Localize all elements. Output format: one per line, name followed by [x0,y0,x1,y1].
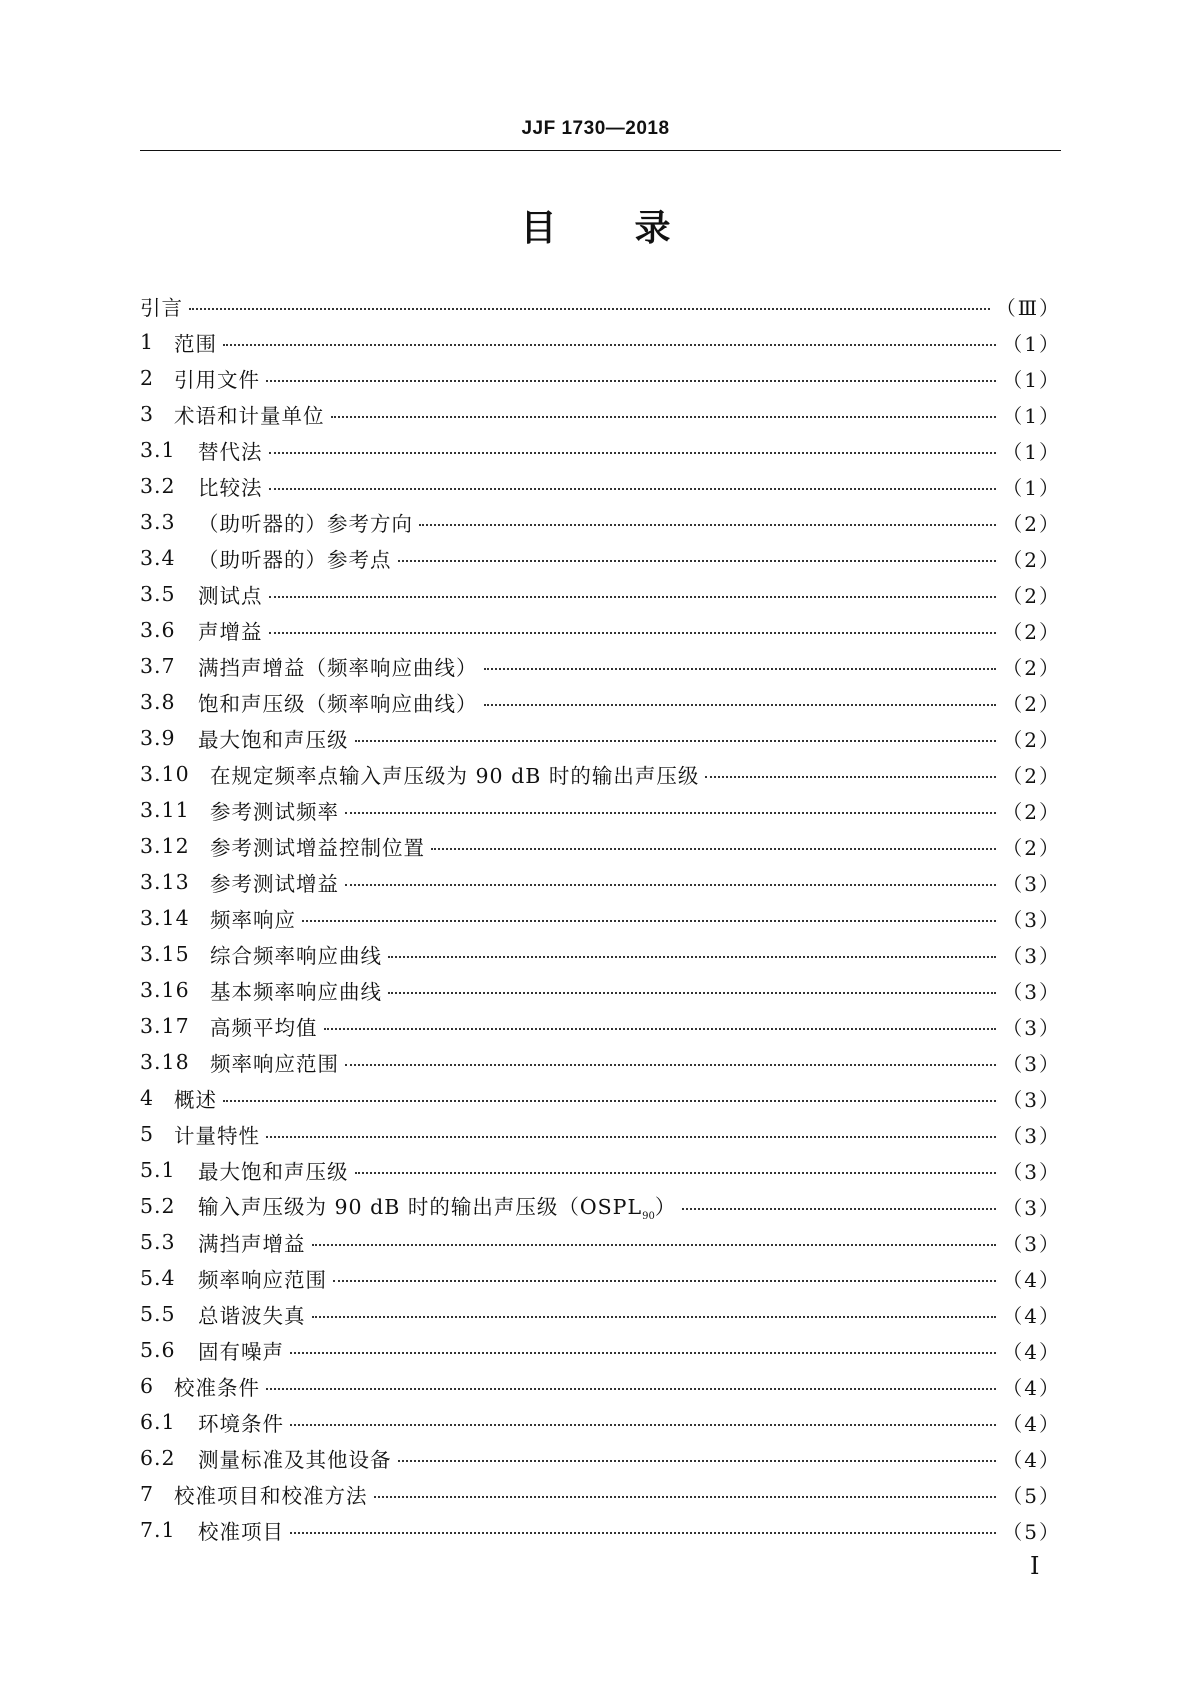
dot-leader [419,524,996,526]
toc-entry[interactable] [140,828,1061,864]
toc-entry-title-text: 最大饱和声压级 [198,1160,349,1184]
toc-entry-number: 3.13 [140,870,190,894]
toc-entry-number: 5.4 [140,1266,176,1290]
toc-entry-number: 3.15 [140,942,190,966]
toc-entry-number: 7 [140,1482,155,1506]
toc-entry-title [210,939,382,969]
toc-entry-number: 3.4 [140,546,176,570]
dot-leader [388,992,996,994]
toc-entry-number: 3.9 [140,726,176,750]
toc-entry[interactable] [140,1440,1061,1476]
toc-entry-page: （3） [1002,1195,1061,1220]
toc-entry-title [198,1227,306,1257]
toc-entry-title [174,327,217,357]
toc-entry[interactable] [140,1116,1061,1152]
document-header: JJF 1730—2018 [521,118,670,139]
dot-leader [266,1388,996,1390]
toc-entry-title-text: 总谐波失真 [198,1304,306,1328]
page-title: 目录 [520,208,749,249]
toc-entry-page: （Ⅲ） [995,295,1061,320]
toc-entry-page: （3） [1002,1231,1061,1256]
toc-entry-number: 5.5 [140,1302,176,1326]
dot-leader [312,1244,997,1246]
toc-entry-title-text: 参考测试增益 [210,872,339,896]
toc-entry-title [198,1515,284,1545]
toc-entry-title [198,1335,284,1365]
toc-entry[interactable] [140,468,1061,504]
dot-leader [355,1172,997,1174]
dot-leader [269,632,997,634]
toc-entry-title-text: 频率响应范围 [198,1268,327,1292]
dot-leader [290,1424,996,1426]
dot-leader [223,1100,996,1102]
toc-entry-page: （4） [1002,1411,1061,1436]
toc-entry-page: （5） [1002,1519,1061,1544]
toc-entry-page: （4） [1002,1267,1061,1292]
toc-entry-title-text: 高频平均值 [210,1016,318,1040]
toc-entry-number: 5 [140,1122,155,1146]
toc-entry[interactable] [140,1368,1061,1404]
toc-entry-title [174,1083,217,1113]
toc-entry-number: 7.1 [140,1518,176,1542]
toc-entry-page: （1） [1002,331,1061,356]
toc-entry-number: 6.1 [140,1410,176,1434]
dot-leader [345,812,996,814]
toc-entry-title-text: 频率响应 [210,908,296,932]
toc-entry-page: （3） [1002,1123,1061,1148]
toc-entry-page: （2） [1002,727,1061,752]
toc-entry-page: （3） [1002,1051,1061,1076]
toc-entry-number: 3.18 [140,1050,190,1074]
toc-entry[interactable] [140,684,1061,720]
toc-entry-number: 3.3 [140,510,176,534]
toc-entry[interactable] [140,324,1061,360]
toc-entry-number: 3.6 [140,618,176,642]
toc-entry-page: （5） [1002,1483,1061,1508]
toc-entry-title [210,831,425,861]
toc-entry[interactable] [140,396,1061,432]
dot-leader [324,1028,997,1030]
toc-entry-title-text: 在规定频率点输入声压级为 90 dB 时的输出声压级 [210,764,700,788]
toc-entry-number: 5.3 [140,1230,176,1254]
dot-leader [302,920,996,922]
toc-entry-page: （3） [1002,1087,1061,1112]
toc-entry-page: （2） [1002,583,1061,608]
toc-entry-number: 1 [140,330,155,354]
toc-entry[interactable] [140,1476,1061,1512]
toc-entry-title-text: 替代法 [198,440,263,464]
dot-leader [269,452,997,454]
toc-entry-number: 3.8 [140,690,176,714]
toc-entry-title-text: 引言 [140,296,183,320]
toc-entry-title-text: 测量标准及其他设备 [198,1448,392,1472]
toc-entry-title-text: 校准项目和校准方法 [174,1484,368,1508]
toc-entry-title [198,471,263,501]
toc-entry-title [210,1011,318,1041]
toc-entry[interactable] [140,1404,1061,1440]
toc-entry-title [210,975,382,1005]
table-of-contents [140,288,1061,1548]
toc-entry-title-text: 参考测试频率 [210,800,339,824]
toc-entry-page: （3） [1002,979,1061,1004]
toc-entry-number: 3.10 [140,762,190,786]
toc-entry-title [198,1299,306,1329]
toc-entry-title [198,1443,392,1473]
toc-entry-page: （1） [1002,475,1061,500]
toc-entry[interactable] [140,1152,1061,1188]
header-rule [140,150,1061,151]
toc-entry[interactable] [140,1296,1061,1332]
toc-entry[interactable] [140,432,1061,468]
toc-entry[interactable] [140,612,1061,648]
toc-entry[interactable] [140,1224,1061,1260]
toc-entry[interactable] [140,540,1061,576]
toc-entry[interactable] [140,360,1061,396]
toc-entry-title [174,1119,260,1149]
toc-entry-number: 5.1 [140,1158,176,1182]
toc-entry-title-text: 环境条件 [198,1412,284,1436]
toc-entry-page: （4） [1002,1375,1061,1400]
toc-entry[interactable] [140,576,1061,612]
toc-entry-title [210,867,339,897]
dot-leader [484,704,997,706]
page-number: Ⅰ [1030,1552,1040,1580]
toc-entry-title [174,363,260,393]
toc-entry[interactable] [140,1008,1061,1044]
toc-entry-title [210,903,296,933]
dot-leader [290,1352,996,1354]
toc-entry-title-suffix: ） [654,1194,677,1219]
dot-leader [269,488,997,490]
toc-entry-number: 5.6 [140,1338,176,1362]
dot-leader [388,956,996,958]
toc-entry-page: （1） [1002,439,1061,464]
toc-entry-title-text: 概述 [174,1088,217,1112]
toc-entry-title [198,687,478,717]
toc-entry-title [174,399,325,429]
toc-entry-page: （2） [1002,763,1061,788]
dot-leader [223,344,996,346]
toc-entry-number: 6 [140,1374,155,1398]
toc-entry-number: 3.7 [140,654,176,678]
toc-entry[interactable] [140,1332,1061,1368]
dot-leader [355,740,997,742]
toc-entry-title [198,435,263,465]
toc-entry-number: 3.2 [140,474,176,498]
toc-entry-number: 3.16 [140,978,190,1002]
toc-entry-page: （3） [1002,907,1061,932]
toc-entry[interactable] [140,936,1061,972]
dot-leader [331,416,997,418]
toc-entry-title [198,507,413,537]
dot-leader [189,308,990,310]
toc-entry-title-text: （助听器的）参考点 [198,548,392,572]
toc-entry-page: （1） [1002,367,1061,392]
toc-entry-title-text: 校准项目 [198,1520,284,1544]
toc-entry-title-text: 饱和声压级（频率响应曲线） [198,692,478,716]
toc-entry-title-text: 满挡声增益（频率响应曲线） [198,656,478,680]
toc-entry-title [198,1155,349,1185]
toc-entry-page: （3） [1002,1159,1061,1184]
dot-leader [398,560,997,562]
toc-entry-subscript: 90 [642,1211,655,1223]
dot-leader [266,1136,996,1138]
toc-entry-title-text: 测试点 [198,584,263,608]
toc-entry-page: （3） [1002,943,1061,968]
toc-entry-number: 3.17 [140,1014,190,1038]
toc-entry-page: （2） [1002,799,1061,824]
dot-leader [374,1496,997,1498]
toc-entry[interactable] [140,648,1061,684]
toc-entry-title-text: 参考测试增益控制位置 [210,836,425,860]
toc-entry-title-text: 范围 [174,332,217,356]
dot-leader [269,596,997,598]
toc-entry[interactable] [140,864,1061,900]
toc-entry-title [210,1047,339,1077]
toc-entry-title-text: 声增益 [198,620,263,644]
toc-entry-number: 3.5 [140,582,176,606]
toc-entry[interactable] [140,900,1061,936]
dot-leader [345,884,996,886]
toc-entry-title-text: 引用文件 [174,368,260,392]
dot-leader [345,1064,996,1066]
toc-entry-title [210,795,339,825]
toc-entry-number: 5.2 [140,1194,176,1218]
toc-entry-title [198,579,263,609]
toc-entry-title-text: 频率响应范围 [210,1052,339,1076]
toc-entry-title [198,1263,327,1293]
toc-entry[interactable] [140,720,1061,756]
toc-entry[interactable] [140,1512,1061,1548]
toc-entry-number: 2 [140,366,155,390]
toc-entry-page: （2） [1002,691,1061,716]
dot-leader [398,1460,997,1462]
toc-entry-page: （4） [1002,1303,1061,1328]
toc-entry[interactable] [140,288,1061,324]
dot-leader [333,1280,996,1282]
toc-entry-title [198,615,263,645]
toc-entry-number: 3.12 [140,834,190,858]
toc-entry-title-text: 术语和计量单位 [174,404,325,428]
toc-entry-title [198,723,349,753]
toc-entry-number: 3.1 [140,438,176,462]
toc-entry-page: （2） [1002,511,1061,536]
toc-entry-number: 3 [140,402,155,426]
toc-entry-page: （2） [1002,619,1061,644]
toc-entry-number: 3.11 [140,798,190,822]
toc-entry-title [198,543,392,573]
toc-entry[interactable] [140,972,1061,1008]
toc-entry-page: （2） [1002,547,1061,572]
toc-entry[interactable] [140,1188,1061,1224]
toc-entry-title [198,1407,284,1437]
dot-leader [431,848,996,850]
toc-entry[interactable] [140,504,1061,540]
dot-leader [290,1532,996,1534]
toc-entry-page: （3） [1002,871,1061,896]
toc-entry-page: （2） [1002,835,1061,860]
toc-entry-title-text: 最大饱和声压级 [198,728,349,752]
toc-entry-page: （1） [1002,403,1061,428]
toc-entry-title-text: （助听器的）参考方向 [198,512,413,536]
toc-entry-title-text: 固有噪声 [198,1340,284,1364]
toc-entry-title [210,759,699,789]
toc-entry-title-text: 综合频率响应曲线 [210,944,382,968]
dot-leader [484,668,997,670]
toc-entry-title-text: 校准条件 [174,1376,260,1400]
toc-entry-title [140,291,183,321]
toc-entry-title-text: 输入声压级为 90 dB 时的输出声压级（OSPL [198,1194,643,1219]
toc-entry-page: （4） [1002,1447,1061,1472]
toc-entry-page: （4） [1002,1339,1061,1364]
toc-entry[interactable] [140,792,1061,828]
toc-entry-title-text: 基本频率响应曲线 [210,980,382,1004]
toc-entry[interactable] [140,1080,1061,1116]
toc-entry[interactable] [140,1044,1061,1080]
toc-entry[interactable] [140,756,1061,792]
toc-entry-number: 6.2 [140,1446,176,1470]
dot-leader [705,776,996,778]
dot-leader [266,380,996,382]
toc-entry-title-text: 比较法 [198,476,263,500]
toc-entry[interactable] [140,1260,1061,1296]
toc-entry-title [198,1190,676,1222]
toc-entry-title [198,651,478,681]
dot-leader [682,1208,996,1210]
toc-entry-title-text: 满挡声增益 [198,1232,306,1256]
toc-entry-number: 3.14 [140,906,190,930]
dot-leader [312,1316,997,1318]
toc-entry-number: 4 [140,1086,155,1110]
toc-entry-title [174,1371,260,1401]
toc-entry-title-text: 计量特性 [174,1124,260,1148]
toc-entry-page: （2） [1002,655,1061,680]
toc-entry-page: （3） [1002,1015,1061,1040]
toc-entry-title [174,1479,368,1509]
